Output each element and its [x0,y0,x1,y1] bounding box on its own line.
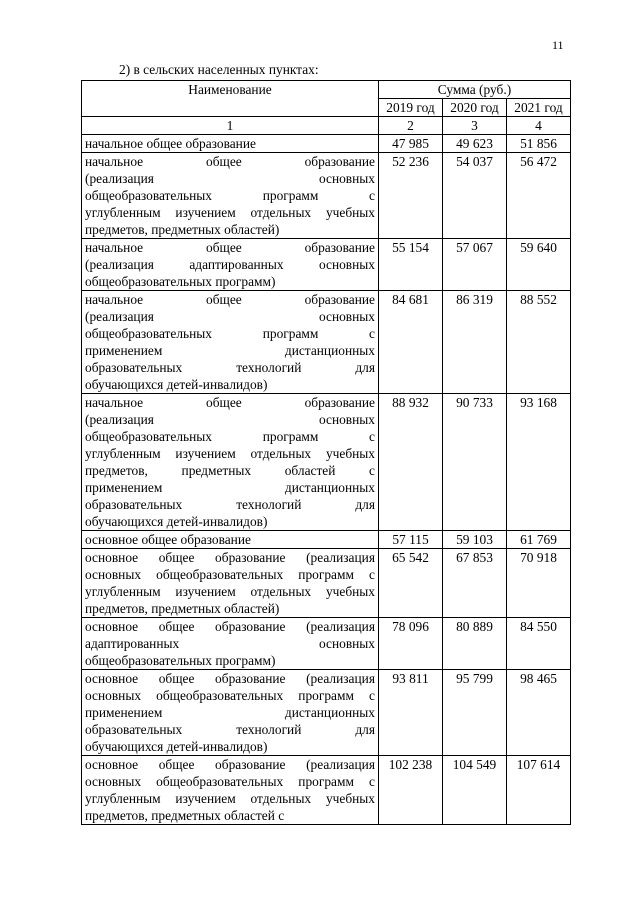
row-value-2019: 88 932 [379,394,443,531]
row-name-line: образовательных технологий для [85,497,375,512]
row-name-cell [82,756,379,825]
row-name-cell [82,549,379,618]
table-row [82,618,571,670]
row-name-line: основное общее образование (реализация [85,619,375,634]
table-row [82,756,571,825]
row-value-2021: 98 465 [507,670,571,756]
row-value-2019: 84 681 [379,291,443,394]
row-name-line: (реализация адаптированных основных [85,257,375,272]
header-sum: Сумма (руб.) [379,81,571,99]
row-name-line: общеобразовательных программ) [85,274,276,289]
row-name-line: адаптированных основных [85,636,375,651]
row-value-2020: 90 733 [443,394,507,531]
table-row [82,394,571,531]
page-number: 11 [552,38,564,52]
row-name-line: предметов, предметных областей с [85,463,375,478]
row-name-line: основных общеобразовательных программ с [85,567,375,582]
row-value-2021: 51 856 [507,135,571,153]
row-name-line: предметов, предметных областей) [85,222,280,237]
header-year-2020: 2020 год [443,99,507,117]
row-value-2019: 65 542 [379,549,443,618]
table-row [82,670,571,756]
row-name-line: основных общеобразовательных программ с [85,688,375,703]
row-value-2020: 49 623 [443,135,507,153]
header-year-2019: 2019 год [379,99,443,117]
section-intro: 2) в сельских населенных пунктах: [119,62,319,77]
row-value-2021: 59 640 [507,239,571,291]
row-value-2019: 47 985 [379,135,443,153]
row-value-2019: 57 115 [379,531,443,549]
row-value-2020: 80 889 [443,618,507,670]
row-name-line: общеобразовательных программ с [85,326,375,341]
row-name-line: основных общеобразовательных программ с [85,774,375,789]
row-name-line: начальное общее образование [85,154,375,169]
row-name-line: обучающихся детей-инвалидов) [85,514,268,529]
row-value-2021: 56 472 [507,153,571,239]
row-value-2021: 61 769 [507,531,571,549]
row-name-line: углубленным изучением отдельных учебных [85,584,375,599]
row-name-line: общеобразовательных программ) [85,653,276,668]
header-year-2021: 2021 год [507,99,571,117]
row-name-line: (реализация основных [85,171,375,186]
row-name-line: основное общее образование [85,532,251,547]
row-name-line: предметов, предметных областей с [85,808,285,823]
row-value-2019: 93 811 [379,670,443,756]
row-value-2019: 55 154 [379,239,443,291]
row-name-line: образовательных технологий для [85,360,375,375]
row-name-line: (реализация основных [85,412,375,427]
row-name-cell [82,618,379,670]
table-row [82,153,571,239]
table-row [82,531,571,549]
column-number-row [82,117,571,135]
row-name-line: обучающихся детей-инвалидов) [85,739,268,754]
row-name-line: основное общее образование (реализация [85,757,375,772]
row-name-cell [82,153,379,239]
table-row [82,239,571,291]
row-value-2020: 54 037 [443,153,507,239]
budget-table [81,80,571,825]
row-name-line: начальное общее образование [85,395,375,410]
row-name-line: (реализация основных [85,309,375,324]
row-name-line: начальное общее образование [85,136,256,151]
table-row [82,549,571,618]
row-name-cell [82,531,379,549]
row-name-line: начальное общее образование [85,292,375,307]
column-number: 3 [443,117,507,135]
column-number: 2 [379,117,443,135]
row-value-2021: 84 550 [507,618,571,670]
row-name-cell [82,394,379,531]
column-number: 4 [507,117,571,135]
row-value-2019: 102 238 [379,756,443,825]
row-name-line: применением дистанционных [85,705,375,720]
row-value-2021: 107 614 [507,756,571,825]
row-name-line: общеобразовательных программ с [85,429,375,444]
row-name-cell [82,670,379,756]
row-value-2021: 88 552 [507,291,571,394]
row-value-2020: 104 549 [443,756,507,825]
row-name-cell [82,291,379,394]
row-name-line: обучающихся детей-инвалидов) [85,377,268,392]
row-value-2020: 86 319 [443,291,507,394]
row-value-2020: 59 103 [443,531,507,549]
row-name-line: предметов, предметных областей) [85,601,280,616]
row-name-cell [82,239,379,291]
row-name-line: общеобразовательных программ с [85,188,375,203]
table-body [82,135,571,825]
table-row [82,291,571,394]
row-value-2020: 95 799 [443,670,507,756]
row-value-2019: 78 096 [379,618,443,670]
row-name-cell [82,135,379,153]
row-value-2019: 52 236 [379,153,443,239]
row-name-line: образовательных технологий для [85,722,375,737]
row-name-line: применением дистанционных [85,343,375,358]
header-row-1 [82,81,571,99]
table-row [82,135,571,153]
header-name: Наименование [82,81,379,117]
row-name-line: углубленным изучением отдельных учебных [85,791,375,806]
row-value-2021: 93 168 [507,394,571,531]
column-number: 1 [82,117,379,135]
row-name-line: основное общее образование (реализация [85,550,375,565]
row-name-line: углубленным изучением отдельных учебных [85,205,375,220]
row-value-2021: 70 918 [507,549,571,618]
row-value-2020: 57 067 [443,239,507,291]
row-name-line: начальное общее образование [85,240,375,255]
row-value-2020: 67 853 [443,549,507,618]
row-name-line: применением дистанционных [85,480,375,495]
row-name-line: основное общее образование (реализация [85,671,375,686]
row-name-line: углубленным изучением отдельных учебных [85,446,375,461]
